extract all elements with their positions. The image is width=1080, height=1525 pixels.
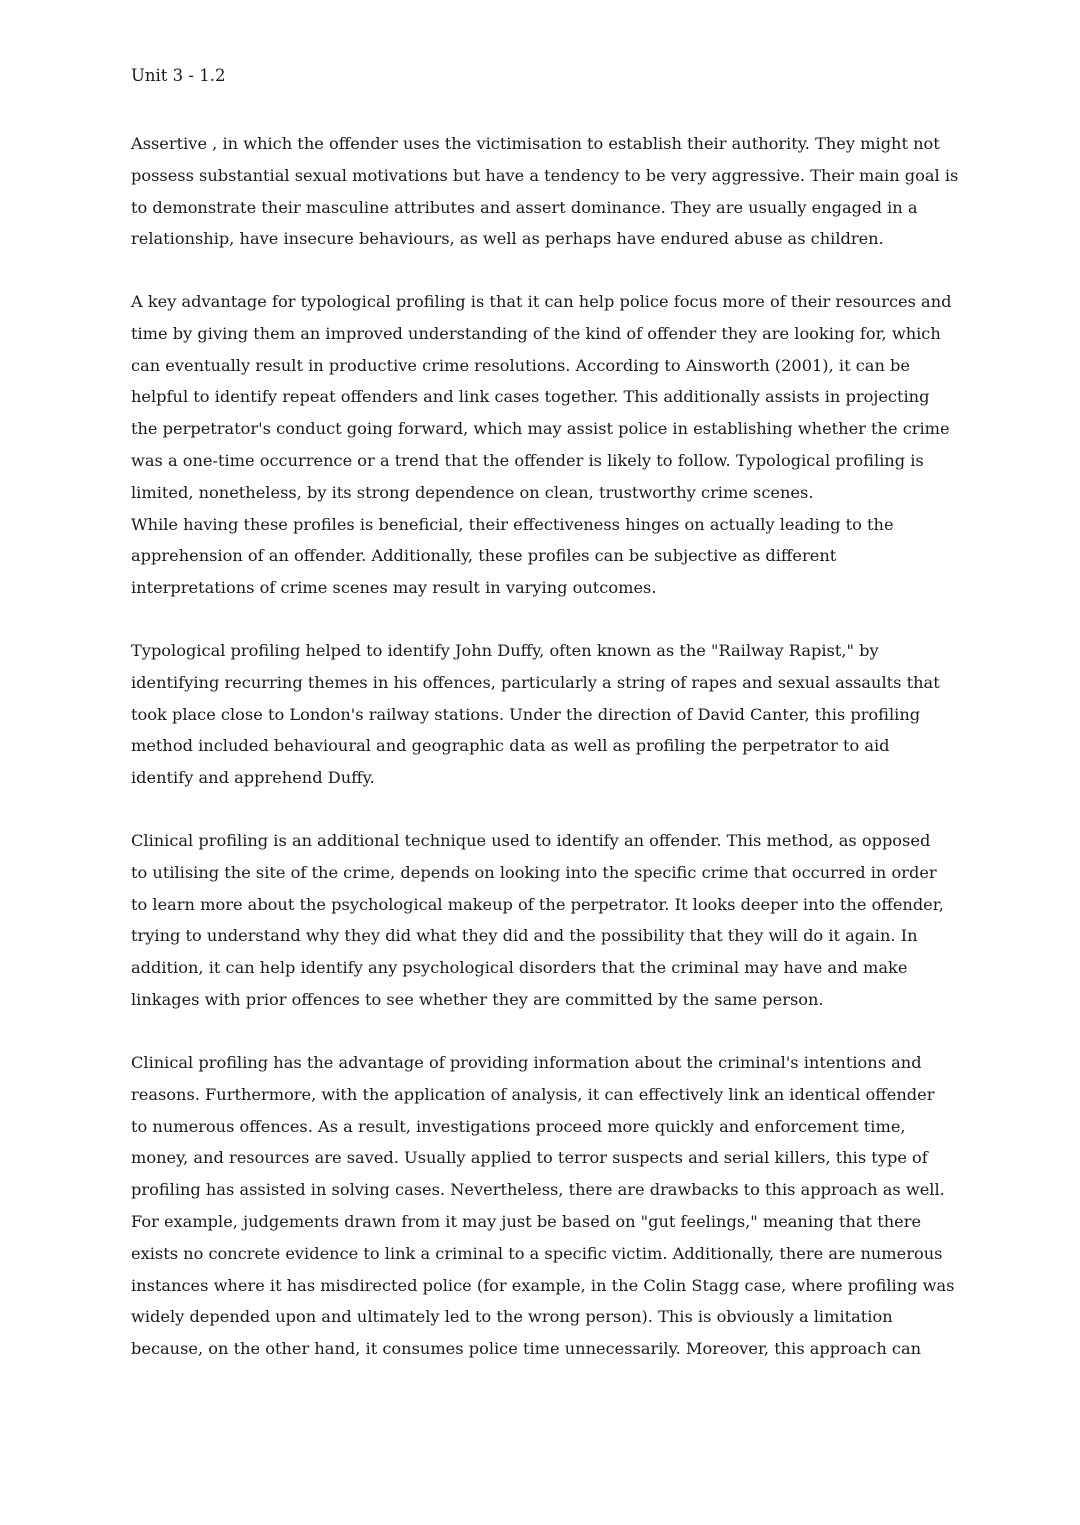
- text-line: While having these profiles is beneficial, their effectiveness hinges on actually leading to the: [131, 514, 894, 534]
- text-line: possess substantial sexual motivations but have a tendency to be very aggressive. Their main goal is: [131, 165, 959, 185]
- text-line: can eventually result in productive crime resolutions. According to Ainsworth (2001), it can be: [131, 355, 910, 375]
- text-line: profiling has assisted in solving cases. Nevertheless, there are drawbacks to this approach as well.: [131, 1180, 945, 1200]
- text-line: money, and resources are saved. Usually applied to terror suspects and serial killers, this type of: [131, 1148, 928, 1168]
- text-line: apprehension of an offender. Additionally, these profiles can be subjective as different: [131, 546, 837, 566]
- text-line: to numerous offences. As a result, investigations proceed more quickly and enforcement time,: [131, 1116, 906, 1136]
- text-line: Assertive , in which the offender uses the victimisation to establish their authority. They might not: [131, 134, 940, 153]
- text-line: was a one-time occurrence or a trend that the offender is likely to follow. Typological profiling is: [131, 450, 924, 470]
- paragraph-typological-advantages: [131, 286, 952, 604]
- text-line: relationship, have insecure behaviours, as well as perhaps have endured abuse as children.: [131, 229, 884, 249]
- text-line: because, on the other hand, it consumes police time unnecessarily. Moreover, this approach can: [131, 1339, 922, 1359]
- text-line: A key advantage for typological profiling is that it can help police focus more of their resources and: [131, 292, 952, 311]
- text-line: identifying recurring themes in his offences, particularly a string of rapes and sexual assaults that: [131, 672, 940, 692]
- text-line: identify and apprehend Duffy.: [131, 768, 375, 788]
- text-line: interpretations of crime scenes may result in varying outcomes.: [131, 578, 657, 598]
- text-line: linkages with prior offences to see whether they are committed by the same person.: [131, 989, 824, 1009]
- text-line: to demonstrate their masculine attributes and assert dominance. They are usually engaged in a: [131, 197, 918, 217]
- text-line: Clinical profiling is an additional technique used to identify an offender. This method, as opposed: [131, 831, 931, 850]
- paragraph-assertive-type: [131, 128, 958, 255]
- text-line: took place close to London's railway stations. Under the direction of David Canter, this profiling: [131, 704, 921, 724]
- text-line: Typological profiling helped to identify John Duffy, often known as the "Railway Rapist," by: [131, 641, 879, 660]
- text-line: For example, judgements drawn from it may just be based on "gut feelings," meaning that there: [131, 1211, 922, 1231]
- unit-header: Unit 3 - 1.2: [131, 66, 226, 85]
- text-line: to utilising the site of the crime, depends on looking into the specific crime that occurred in order: [131, 862, 937, 882]
- text-line: trying to understand why they did what they did and the possibility that they will do it again. In: [131, 926, 918, 946]
- text-line: time by giving them an improved understanding of the kind of offender they are looking for, which: [131, 323, 941, 343]
- text-line: the perpetrator's conduct going forward, which may assist police in establishing whether the crime: [131, 419, 950, 439]
- text-line: widely depended upon and ultimately led to the wrong person). This is obviously a limitation: [131, 1307, 893, 1327]
- paragraph-john-duffy-case: [131, 635, 940, 794]
- text-line: addition, it can help identify any psychological disorders that the criminal may have and make: [131, 958, 908, 978]
- text-line: to learn more about the psychological makeup of the perpetrator. It looks deeper into the offender,: [131, 894, 944, 914]
- paragraph-clinical-advantages: [131, 1047, 954, 1365]
- paragraph-clinical-profiling: [131, 825, 944, 1016]
- text-line: exists no concrete evidence to link a criminal to a specific victim. Additionally, there are numerous: [131, 1243, 943, 1263]
- text-line: instances where it has misdirected police (for example, in the Colin Stagg case, where profiling was: [131, 1275, 955, 1295]
- text-line: method included behavioural and geographic data as well as profiling the perpetrator to aid: [131, 736, 890, 756]
- text-line: reasons. Furthermore, with the application of analysis, it can effectively link an identical offender: [131, 1084, 935, 1104]
- text-line: Clinical profiling has the advantage of providing information about the criminal's intentions and: [131, 1053, 922, 1072]
- text-line: limited, nonetheless, by its strong dependence on clean, trustworthy crime scenes.: [131, 482, 814, 502]
- text-line: helpful to identify repeat offenders and link cases together. This additionally assists in projecting: [131, 387, 930, 407]
